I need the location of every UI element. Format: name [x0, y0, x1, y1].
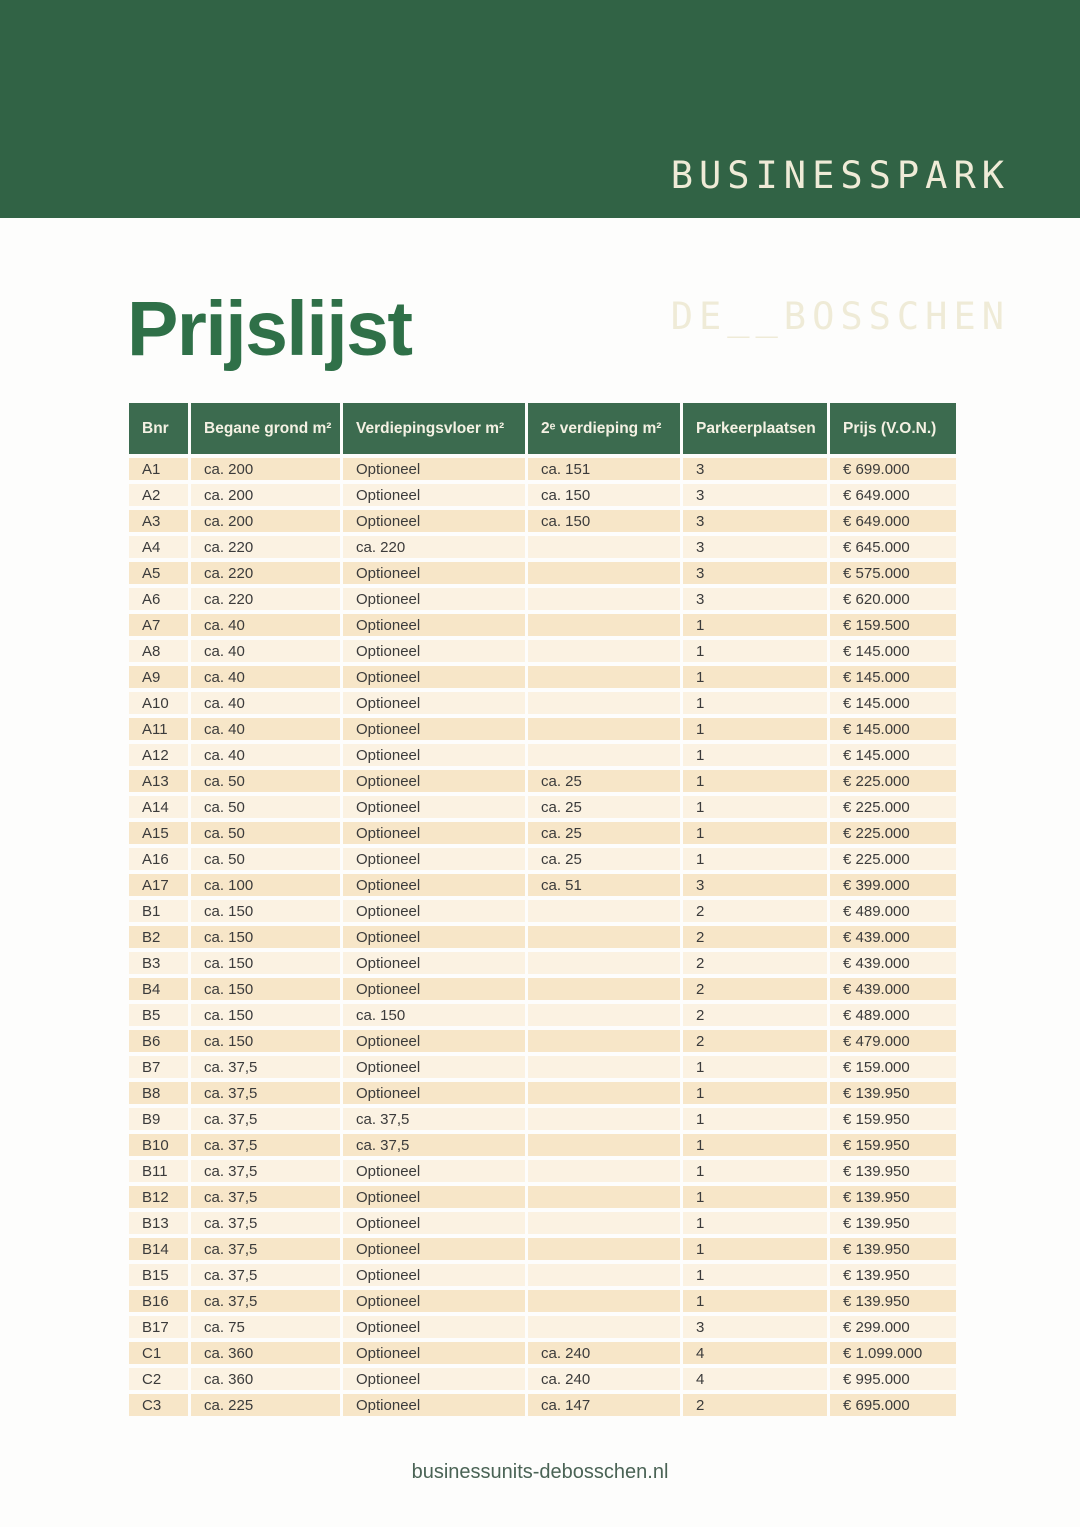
table-cell: 1 [683, 640, 830, 666]
table-cell: 1 [683, 692, 830, 718]
table-cell: € 1.099.000 [830, 1342, 956, 1368]
table-cell: ca. 37,5 [343, 1134, 528, 1160]
table-cell: 1 [683, 614, 830, 640]
table-cell: ca. 150 [191, 952, 343, 978]
table-cell: € 159.950 [830, 1134, 956, 1160]
table-cell: Optioneel [343, 900, 528, 926]
col-header-begane-grond: Begane grond m² [191, 403, 343, 458]
table-cell [528, 614, 683, 640]
table-cell: ca. 40 [191, 718, 343, 744]
table-cell: B2 [129, 926, 191, 952]
table-cell: Optioneel [343, 1160, 528, 1186]
table-cell: € 159.950 [830, 1108, 956, 1134]
table-row [129, 900, 956, 926]
table-cell: ca. 200 [191, 510, 343, 536]
table-cell: Optioneel [343, 1186, 528, 1212]
table-cell: ca. 37,5 [191, 1082, 343, 1108]
table-cell: ca. 37,5 [191, 1160, 343, 1186]
table-cell: B15 [129, 1264, 191, 1290]
table-cell: € 145.000 [830, 640, 956, 666]
table-cell: Optioneel [343, 1264, 528, 1290]
table-cell: 1 [683, 1290, 830, 1316]
table-cell [528, 1030, 683, 1056]
col-header-verdiepingsvloer: Verdiepingsvloer m² [343, 403, 528, 458]
table-cell: € 695.000 [830, 1394, 956, 1420]
table-row [129, 978, 956, 1004]
table-cell: € 225.000 [830, 822, 956, 848]
table-cell [528, 1082, 683, 1108]
table-cell: Optioneel [343, 510, 528, 536]
table-cell: ca. 220 [343, 536, 528, 562]
table-cell: Optioneel [343, 1290, 528, 1316]
table-cell: ca. 100 [191, 874, 343, 900]
table-cell: ca. 37,5 [191, 1056, 343, 1082]
table-row [129, 1264, 956, 1290]
table-cell: 2 [683, 1004, 830, 1030]
table-row [129, 1394, 956, 1420]
table-row [129, 1316, 956, 1342]
price-table [129, 403, 956, 1420]
table-cell: € 649.000 [830, 484, 956, 510]
table-cell: ca. 37,5 [191, 1264, 343, 1290]
table-cell: ca. 40 [191, 666, 343, 692]
table-cell: 1 [683, 770, 830, 796]
table-cell: ca. 37,5 [191, 1212, 343, 1238]
table-cell: 1 [683, 1212, 830, 1238]
table-cell: Optioneel [343, 1316, 528, 1342]
table-row [129, 1238, 956, 1264]
table-cell: B5 [129, 1004, 191, 1030]
table-cell: 1 [683, 1160, 830, 1186]
table-cell: ca. 240 [528, 1342, 683, 1368]
table-cell: B8 [129, 1082, 191, 1108]
table-cell: Optioneel [343, 1082, 528, 1108]
table-cell: 1 [683, 1056, 830, 1082]
table-row [129, 536, 956, 562]
table-cell: ca. 220 [191, 588, 343, 614]
table-cell: C2 [129, 1368, 191, 1394]
table-row [129, 1030, 956, 1056]
table-cell: ca. 225 [191, 1394, 343, 1420]
table-cell: € 139.950 [830, 1264, 956, 1290]
table-cell [528, 1316, 683, 1342]
table-cell: A2 [129, 484, 191, 510]
table-cell: 2 [683, 952, 830, 978]
table-row [129, 796, 956, 822]
table-cell: 3 [683, 536, 830, 562]
table-cell: A7 [129, 614, 191, 640]
table-cell: 3 [683, 562, 830, 588]
col-header-prijs: Prijs (V.O.N.) [830, 403, 956, 458]
table-cell: € 139.950 [830, 1290, 956, 1316]
table-cell [528, 1290, 683, 1316]
table-cell: Optioneel [343, 1342, 528, 1368]
table-cell: € 399.000 [830, 874, 956, 900]
table-cell: A8 [129, 640, 191, 666]
table-cell: € 139.950 [830, 1082, 956, 1108]
table-cell: ca. 360 [191, 1342, 343, 1368]
table-cell: ca. 220 [191, 536, 343, 562]
table-cell [528, 952, 683, 978]
table-cell: € 139.950 [830, 1212, 956, 1238]
table-cell [528, 536, 683, 562]
table-cell: A1 [129, 458, 191, 484]
table-cell: ca. 200 [191, 484, 343, 510]
table-cell: ca. 37,5 [191, 1108, 343, 1134]
table-cell: 2 [683, 900, 830, 926]
table-cell: 1 [683, 1186, 830, 1212]
table-cell: € 649.000 [830, 510, 956, 536]
table-cell: 1 [683, 744, 830, 770]
table-row [129, 822, 956, 848]
table-cell: B12 [129, 1186, 191, 1212]
table-cell: € 225.000 [830, 796, 956, 822]
table-row [129, 640, 956, 666]
table-cell: Optioneel [343, 458, 528, 484]
table-cell: 3 [683, 458, 830, 484]
table-cell: ca. 50 [191, 848, 343, 874]
table-cell: Optioneel [343, 588, 528, 614]
table-cell: B3 [129, 952, 191, 978]
table-cell: € 995.000 [830, 1368, 956, 1394]
table-cell: € 139.950 [830, 1186, 956, 1212]
table-cell: Optioneel [343, 926, 528, 952]
table-row [129, 562, 956, 588]
table-cell: 3 [683, 588, 830, 614]
price-table-body [129, 458, 956, 1420]
table-row [129, 1056, 956, 1082]
table-cell: 2 [683, 1030, 830, 1056]
table-cell: A16 [129, 848, 191, 874]
table-row [129, 614, 956, 640]
table-cell: ca. 220 [191, 562, 343, 588]
table-cell: ca. 150 [528, 484, 683, 510]
table-cell: ca. 51 [528, 874, 683, 900]
table-cell: Optioneel [343, 1394, 528, 1420]
table-row [129, 1186, 956, 1212]
table-cell: ca. 25 [528, 770, 683, 796]
table-row [129, 848, 956, 874]
table-header-row [129, 403, 956, 458]
table-row [129, 510, 956, 536]
table-cell: Optioneel [343, 640, 528, 666]
table-cell [528, 744, 683, 770]
table-cell: 1 [683, 1238, 830, 1264]
table-cell: A11 [129, 718, 191, 744]
col-header-bnr: Bnr [129, 403, 191, 458]
table-cell: € 145.000 [830, 666, 956, 692]
table-cell: € 139.950 [830, 1160, 956, 1186]
table-cell [528, 900, 683, 926]
table-cell: B7 [129, 1056, 191, 1082]
table-row [129, 770, 956, 796]
table-row [129, 484, 956, 510]
table-cell: 1 [683, 796, 830, 822]
table-cell: € 439.000 [830, 952, 956, 978]
table-cell: Optioneel [343, 822, 528, 848]
table-cell [528, 1264, 683, 1290]
table-cell: B1 [129, 900, 191, 926]
table-cell [528, 692, 683, 718]
table-cell: B9 [129, 1108, 191, 1134]
table-cell: B6 [129, 1030, 191, 1056]
table-cell: ca. 150 [191, 1004, 343, 1030]
table-cell: € 489.000 [830, 900, 956, 926]
table-cell: B14 [129, 1238, 191, 1264]
table-cell: 4 [683, 1368, 830, 1394]
table-cell: Optioneel [343, 796, 528, 822]
table-cell: ca. 150 [191, 926, 343, 952]
table-cell: A13 [129, 770, 191, 796]
table-cell: 1 [683, 1264, 830, 1290]
table-cell: A3 [129, 510, 191, 536]
table-cell: Optioneel [343, 562, 528, 588]
table-cell: Optioneel [343, 484, 528, 510]
table-cell: A10 [129, 692, 191, 718]
table-cell: ca. 40 [191, 744, 343, 770]
table-cell: B17 [129, 1316, 191, 1342]
table-row [129, 458, 956, 484]
table-cell: ca. 150 [343, 1004, 528, 1030]
table-cell: € 699.000 [830, 458, 956, 484]
table-row [129, 1134, 956, 1160]
table-cell: 3 [683, 484, 830, 510]
table-cell: 3 [683, 874, 830, 900]
table-cell: ca. 37,5 [191, 1238, 343, 1264]
table-cell: C1 [129, 1342, 191, 1368]
table-cell: € 645.000 [830, 536, 956, 562]
table-cell: € 159.500 [830, 614, 956, 640]
table-cell: 3 [683, 510, 830, 536]
table-row [129, 1108, 956, 1134]
table-cell: Optioneel [343, 718, 528, 744]
table-cell [528, 1212, 683, 1238]
table-cell: € 225.000 [830, 770, 956, 796]
table-row [129, 692, 956, 718]
table-cell: B16 [129, 1290, 191, 1316]
table-cell: B11 [129, 1160, 191, 1186]
table-cell: € 489.000 [830, 1004, 956, 1030]
table-cell: 1 [683, 1082, 830, 1108]
col-header-parkeerplaatsen: Parkeerplaatsen [683, 403, 830, 458]
table-cell: ca. 50 [191, 796, 343, 822]
table-cell: ca. 50 [191, 770, 343, 796]
table-cell: € 145.000 [830, 744, 956, 770]
table-cell: ca. 360 [191, 1368, 343, 1394]
table-cell: € 299.000 [830, 1316, 956, 1342]
table-cell: € 479.000 [830, 1030, 956, 1056]
table-cell: ca. 25 [528, 822, 683, 848]
table-cell: € 145.000 [830, 718, 956, 744]
table-cell [528, 1238, 683, 1264]
table-cell: 3 [683, 1316, 830, 1342]
col-header-2e-verdieping: 2ᵉ verdieping m² [528, 403, 683, 458]
table-cell: Optioneel [343, 666, 528, 692]
table-cell: ca. 75 [191, 1316, 343, 1342]
table-row [129, 926, 956, 952]
table-cell: ca. 150 [191, 900, 343, 926]
table-cell: 4 [683, 1342, 830, 1368]
table-cell: A12 [129, 744, 191, 770]
table-cell: € 225.000 [830, 848, 956, 874]
table-row [129, 1160, 956, 1186]
table-cell: ca. 37,5 [191, 1186, 343, 1212]
table-cell: C3 [129, 1394, 191, 1420]
table-row [129, 588, 956, 614]
page-footer [0, 1461, 1080, 1484]
table-cell: A9 [129, 666, 191, 692]
table-cell: A14 [129, 796, 191, 822]
table-cell: Optioneel [343, 1212, 528, 1238]
footer-url: businessunits-debosschen.nl [411, 1461, 669, 1483]
table-cell: € 139.950 [830, 1238, 956, 1264]
table-cell: ca. 200 [191, 458, 343, 484]
table-row [129, 952, 956, 978]
table-cell: Optioneel [343, 692, 528, 718]
table-cell: ca. 50 [191, 822, 343, 848]
table-cell: 2 [683, 1394, 830, 1420]
table-cell [528, 1134, 683, 1160]
table-cell [528, 978, 683, 1004]
table-cell [528, 562, 683, 588]
page-title: Prijslijst [127, 286, 412, 372]
table-cell [528, 718, 683, 744]
table-cell: Optioneel [343, 1030, 528, 1056]
table-row [129, 1290, 956, 1316]
table-cell: 1 [683, 848, 830, 874]
table-cell: A4 [129, 536, 191, 562]
table-cell: ca. 40 [191, 640, 343, 666]
table-cell: 2 [683, 978, 830, 1004]
table-cell: ca. 37,5 [191, 1134, 343, 1160]
table-cell: Optioneel [343, 848, 528, 874]
table-cell: Optioneel [343, 1368, 528, 1394]
table-cell: Optioneel [343, 1238, 528, 1264]
table-cell [528, 1160, 683, 1186]
table-row [129, 744, 956, 770]
table-cell: ca. 240 [528, 1368, 683, 1394]
table-cell: B4 [129, 978, 191, 1004]
table-cell: B13 [129, 1212, 191, 1238]
table-cell: € 575.000 [830, 562, 956, 588]
table-cell: € 159.000 [830, 1056, 956, 1082]
table-cell: ca. 151 [528, 458, 683, 484]
table-cell [528, 666, 683, 692]
table-cell: Optioneel [343, 1056, 528, 1082]
table-cell: € 620.000 [830, 588, 956, 614]
table-cell: Optioneel [343, 770, 528, 796]
table-cell: € 145.000 [830, 692, 956, 718]
table-cell [528, 926, 683, 952]
table-cell: Optioneel [343, 978, 528, 1004]
table-cell: ca. 147 [528, 1394, 683, 1420]
table-cell: € 439.000 [830, 978, 956, 1004]
table-cell: 1 [683, 822, 830, 848]
table-cell: A6 [129, 588, 191, 614]
table-cell [528, 588, 683, 614]
table-row [129, 1082, 956, 1108]
table-cell [528, 1108, 683, 1134]
table-cell [528, 640, 683, 666]
table-cell: ca. 40 [191, 692, 343, 718]
table-cell: A5 [129, 562, 191, 588]
table-cell: Optioneel [343, 952, 528, 978]
table-cell: 2 [683, 926, 830, 952]
table-cell: B10 [129, 1134, 191, 1160]
table-cell: Optioneel [343, 874, 528, 900]
table-cell: 1 [683, 718, 830, 744]
table-row [129, 1342, 956, 1368]
table-cell: Optioneel [343, 744, 528, 770]
table-row [129, 666, 956, 692]
table-cell [528, 1186, 683, 1212]
table-cell [528, 1004, 683, 1030]
table-cell: ca. 150 [528, 510, 683, 536]
brand-logo [671, 58, 1010, 434]
table-row [129, 874, 956, 900]
table-cell: 1 [683, 1134, 830, 1160]
table-cell: ca. 150 [191, 1030, 343, 1056]
table-cell [528, 1056, 683, 1082]
table-cell: A17 [129, 874, 191, 900]
table-cell: ca. 37,5 [191, 1290, 343, 1316]
table-cell: 1 [683, 1108, 830, 1134]
table-cell: Optioneel [343, 614, 528, 640]
table-cell: 1 [683, 666, 830, 692]
table-cell: ca. 150 [191, 978, 343, 1004]
table-cell: ca. 25 [528, 796, 683, 822]
table-row [129, 718, 956, 744]
table-row [129, 1004, 956, 1030]
table-row [129, 1212, 956, 1238]
table-cell: A15 [129, 822, 191, 848]
table-cell: ca. 25 [528, 848, 683, 874]
table-cell: ca. 40 [191, 614, 343, 640]
table-cell: € 439.000 [830, 926, 956, 952]
table-row [129, 1368, 956, 1394]
logo-line-de-bosschen: DE__BOSSCHEN [670, 295, 1010, 338]
logo-line-businesspark: BUSINESSPARK [670, 154, 1010, 197]
table-cell: ca. 37,5 [343, 1108, 528, 1134]
